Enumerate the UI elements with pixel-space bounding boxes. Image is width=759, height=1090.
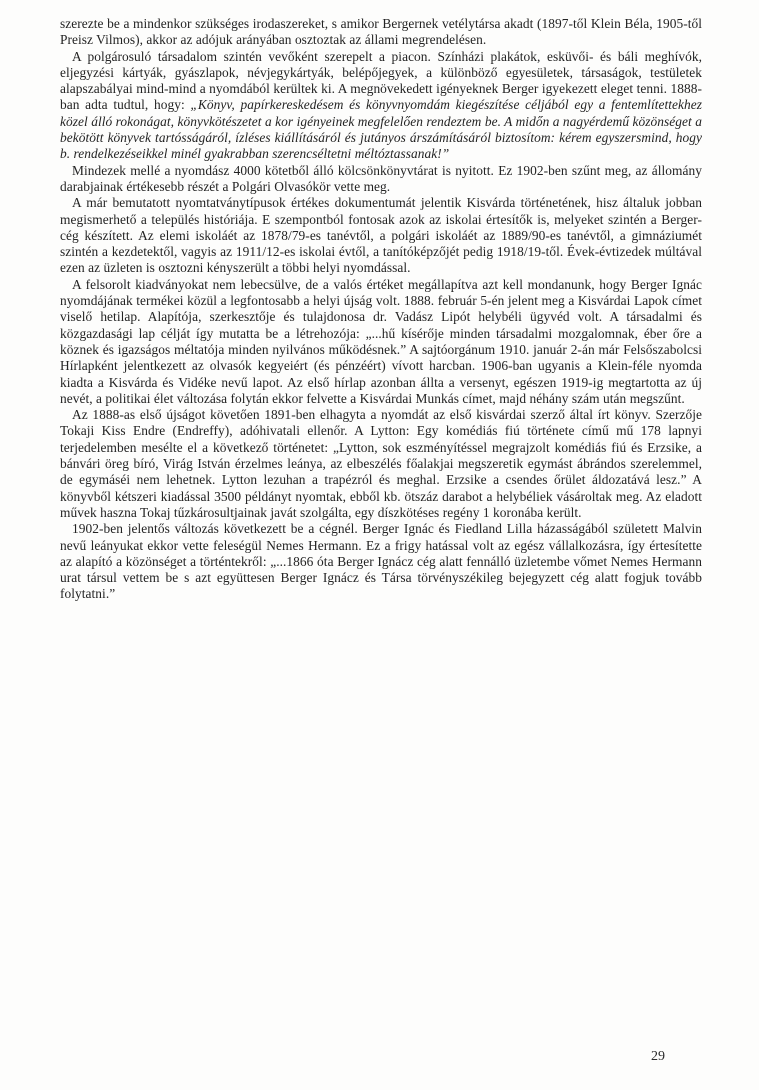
paragraph-4 [60,195,702,276]
paragraph-6 [60,407,702,521]
paragraph-1-text: szerezte be a mindenkor szükséges irodaszereket, s amikor Bergernek vetélytársa akadt (1897-től Klein Béla, 1905-től Preisz Vilmos), akkor az adójuk arányában osztoztak az állami megrendelésen. [60,16,702,48]
paragraph-7 [60,521,702,602]
paragraph-5-text: A felsorolt kiadványokat nem lebecsülve, de a valós értéket megállapítva azt kell mondanunk, hogy Berger Ignác nyomdájának termékei közül a legfontosabb a helyi újság volt. 1888. február 5-én jelent meg a Kisvárdai Lapok címet viselő hetilap. Alapítója, szerkesztője és tulajdonosa dr. Vadász Lipót helybéli ügyvéd volt. A társadalmi és közgazdasági lap célját így mutatta be a létrehozója: „...hű kísérője minden társadalmi mozgalomnak, éber őre a köznek és igazságos méltatója minden nyilvános működésnek.” A sajtóorgánum 1910. január 2-án már Felsőszabolcsi Hírlapként jelentkezett az olvasók kegyeiért (és pénzéért) vívott harcban. 1906-ban ugyanis a Klein-féle nyomda kiadta a Kisvárda és Vidéke nevű lapot. Az első hírlap azonban állta a versenyt, egészen 1919-ig megtartotta az új nevét, a politikai élet változása folytán ekkor felvette a Kisvárdai Munkás címet, majd néhány szám után megszűnt. [60,276,702,406]
paragraph-2-quote: „Könyv, papírkereskedésem és könyvnyomdám kiegészítése céljából egy a fentemlítettekhez közel álló rokonágat, könyvkötészetet a kor igényeinek megfelelően rendeztem be. A midőn a nagyérdemű közönséget a bekötött könyvek tartósságáról, ízléses kiállításáról és jutányos árszámításáról biztosítom: kérem egyszersmind, hogy b. rendelkezéseikkel minél gyakrabban szerencséltetni méltóztassanak!” [60,97,702,162]
paragraph-6-text: Az 1888-as első újságot követően 1891-ben elhagyta a nyomdát az első kisvárdai szerző által írt könyv. Szerzője Tokaji Kiss Endre (Endreffy), adóhivatali ellenőr. A Lytton: Egy komédiás fiú története című mű 178 lapnyi terjedelemben mesélte el a következő történetet: „Lytton, sok eszményítéssel megrajzolt komédiás fiú és Erzsike, a bánvári öreg bíró, Virág István érzelmes leánya, az elbeszélés főalakjai megszeretik egymást ábrándos szerelemmel, de egymáséi nem lehetnek. Lytton lezuhan a trapézról és meghal. Erzsike a csendes őrület áldozatává lesz.” A könyvből kétszeri kiadással 3500 példányt nyomtak, ebből kb. ötszáz darabot a helybéliek vásároltak meg. Az eladott művek haszna Tokaj tűzkárosultjainak javát szolgálta, egy díszkötéses regény 1 koronába került. [60,407,702,520]
page-number: 29 [651,1049,665,1064]
paragraph-3 [60,163,702,196]
paragraph-7-text: 1902-ben jelentős változás következett be a cégnél. Berger Ignác és Fiedland Lilla házasságából született Malvin nevű leányukat ekkor vette feleségül Nemes Hermann. Ez a frigy hatással volt az egész vállalkozásra, így értesítette az alapító a közönséget a történtekről: „...1866 óta Berger Ignácz cég alatt fennálló üzletembe vőmet Nemes Hermann urat társul vettem be s azt együttesen Berger Ignácz és Társa törvényszékileg bejegyzett cég alatt fogjuk tovább folytatni.” [60,521,702,602]
paragraph-2-text: A polgárosuló társadalom szintén vevőként szerepelt a piacon. Színházi plakátok, esküvői- és báli meghívók, eljegyzési kártyák, gyászlapok, névjegykártyák, belépőjegyek, a különböző egyesületek, társaságok, testületek alapszabályai mind-mind a nyomdából kerültek ki. A megnövekedett igényeknek Berger igyekezett eleget tenni. 1888-ban adta tudtul, hogy: [60,48,702,113]
paragraph-1 [60,16,702,49]
body-text [60,16,702,603]
paragraph-2 [60,49,702,163]
paragraph-5 [60,277,702,407]
paragraph-4-text: A már bemutatott nyomtatványtípusok értékes dokumentumát jelentik Kisvárda történetének, hisz általuk jobban megismerhető a település históriája. E szempontból fontosak azok az iskolai értesítők is, melyeket szintén a Berger-cég készített. Az elemi iskoláét az 1878/79-es tanévtől, a polgári iskoláét az 1889/90-es tanévtől, a gimnáziumét szintén a kezdetektől, vagyis az 1911/12-es iskolai évtől, a tanítóképzőjét pedig 1918/19-től. Évek-évtizedek múltával ezen az üzleten is osztozni kényszerült a többi helyi nyomdással. [60,195,702,276]
paragraph-3-text: Mindezek mellé a nyomdász 4000 kötetből álló kölcsönkönyvtárat is nyitott. Ez 1902-ben szűnt meg, az állomány darabjainak értékesebb részét a Polgári Olvasókör vette meg. [60,162,702,194]
